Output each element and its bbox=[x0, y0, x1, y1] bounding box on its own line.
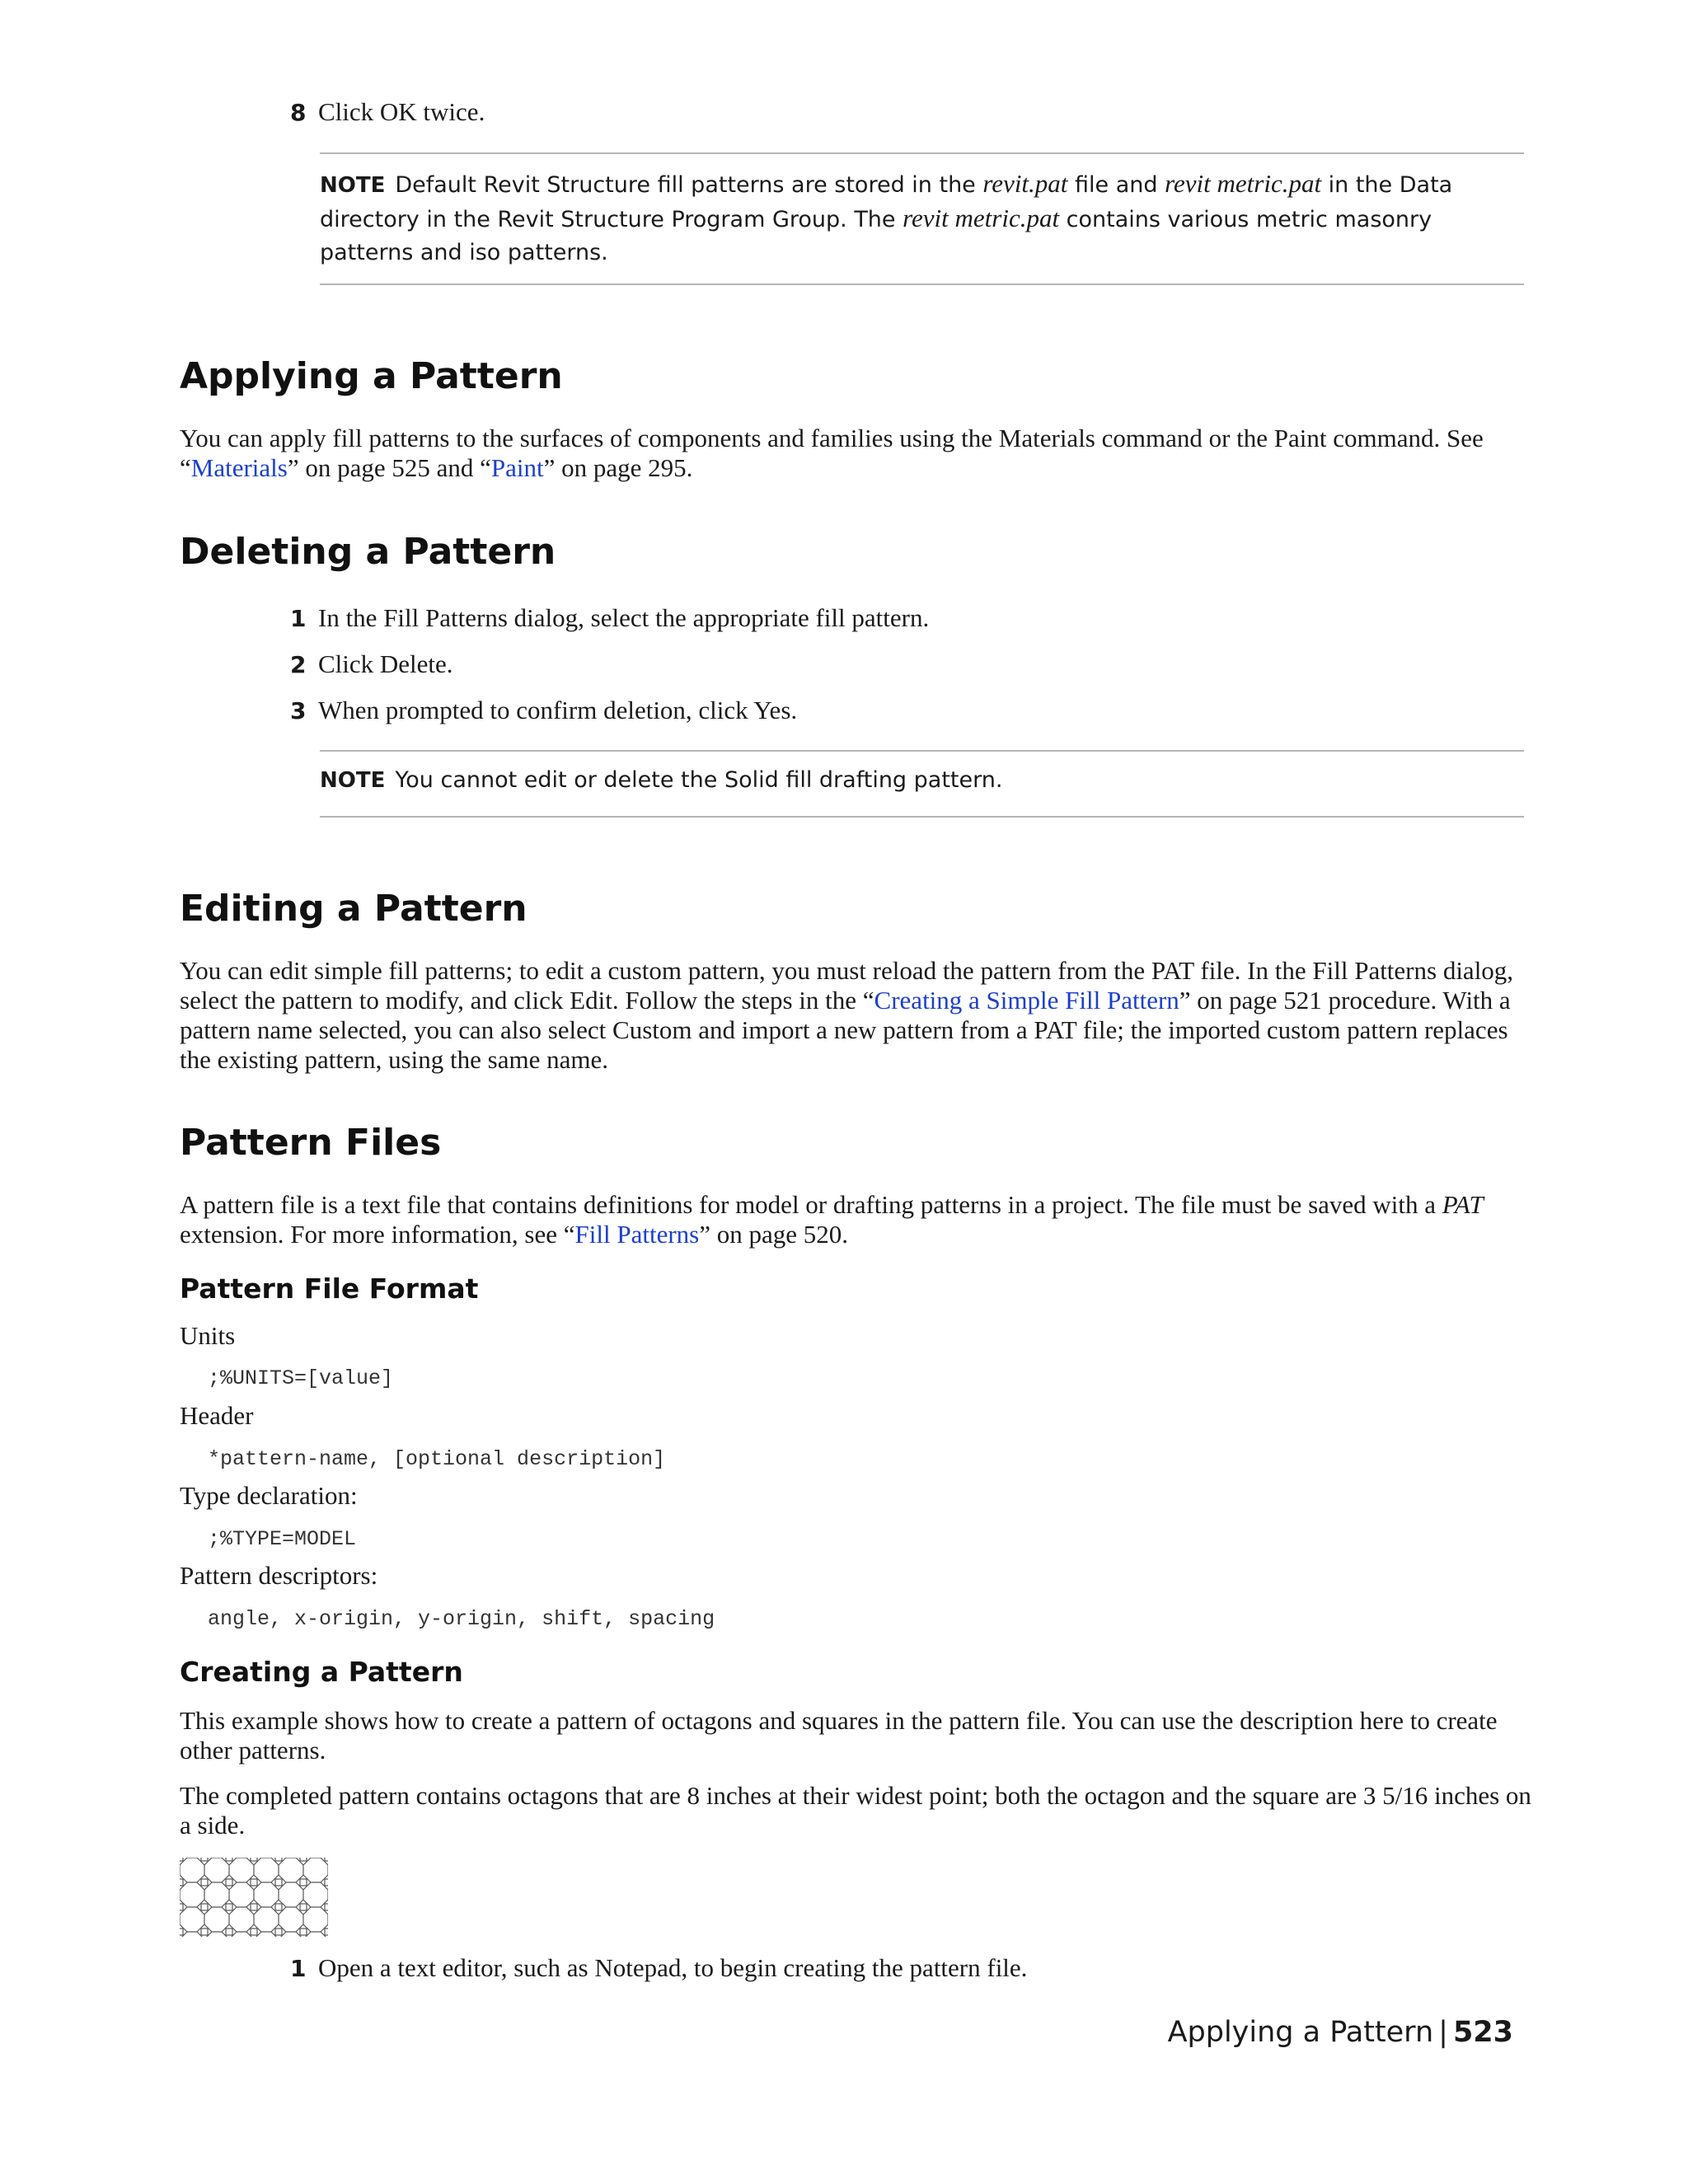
label-type-declaration: Type declaration: bbox=[180, 1481, 358, 1510]
footer-title: Applying a Pattern bbox=[1167, 2016, 1434, 2049]
label-pattern-descriptors: Pattern descriptors: bbox=[180, 1561, 378, 1590]
para-text: ” on page 520. bbox=[699, 1220, 849, 1249]
delete-step-2 bbox=[290, 649, 453, 679]
delete-step-3 bbox=[290, 696, 797, 725]
heading-editing-a-pattern: Editing a Pattern bbox=[180, 888, 528, 930]
heading-pattern-file-format: Pattern File Format bbox=[180, 1272, 479, 1305]
code-header: *pattern-name, [optional description] bbox=[208, 1447, 666, 1471]
note-default-patterns bbox=[320, 167, 1531, 269]
note-text: You cannot edit or delete the Solid fill drafting pattern. bbox=[395, 767, 1003, 793]
page-number: 523 bbox=[1452, 2016, 1513, 2049]
create-step-1 bbox=[290, 1953, 1027, 1983]
para-text: extension. For more information, see “ bbox=[180, 1220, 575, 1249]
step-number: 8 bbox=[290, 99, 307, 126]
note-text: Default Revit Structure fill patterns are stored in the bbox=[395, 172, 983, 198]
step-number: 1 bbox=[290, 1955, 307, 1982]
note-bottom-rule bbox=[320, 816, 1524, 818]
step-8 bbox=[290, 97, 485, 127]
note-top-rule bbox=[320, 152, 1524, 154]
code-descriptors: angle, x-origin, y-origin, shift, spacing bbox=[208, 1607, 715, 1631]
step-number: 2 bbox=[290, 651, 307, 678]
step-text: When prompted to confirm deletion, click Yes. bbox=[318, 696, 798, 724]
para-text: A pattern file is a text file that contains definitions for model or drafting patterns in a project. The file must be saved with a bbox=[180, 1190, 1442, 1219]
link-creating-simple-fill-pattern[interactable]: Creating a Simple Fill Pattern bbox=[874, 986, 1179, 1015]
creating-paragraph-2: The completed pattern contains octagons that are 8 inches at their widest point; both the octagon and the square are 3 5/16 inches on a side. bbox=[180, 1781, 1531, 1840]
footer-separator: | bbox=[1438, 2016, 1448, 2049]
para-text: ” on page 521 procedure. With a pattern name selected, you can also select Custom and import a new pattern from a PAT file; the imported custom pattern replaces the existing pattern, using the same name. bbox=[180, 986, 1511, 1074]
heading-pattern-files: Pattern Files bbox=[180, 1122, 442, 1164]
page-footer bbox=[1168, 2016, 1513, 2049]
para-text: You can edit simple fill patterns; to edit a custom pattern, you must reload the pattern from the PAT file. In the Fill Patterns dialog, select the pattern to modify, and click Edit. Follow the steps in the “ bbox=[180, 956, 1514, 1015]
step-text: In the Fill Patterns dialog, select the appropriate fill pattern. bbox=[318, 603, 930, 632]
note-solid-fill bbox=[320, 764, 1531, 797]
label-units: Units bbox=[180, 1321, 236, 1350]
heading-creating-a-pattern: Creating a Pattern bbox=[180, 1656, 463, 1688]
delete-step-1 bbox=[290, 603, 929, 633]
note-bottom-rule bbox=[320, 284, 1524, 285]
step-text: Click Delete. bbox=[318, 649, 453, 678]
note-text: in the Data directory in the Revit Structure Program Group. The bbox=[320, 172, 1453, 232]
note-label: NOTE bbox=[320, 768, 386, 793]
heading-applying-a-pattern: Applying a Pattern bbox=[180, 355, 563, 397]
heading-deleting-a-pattern: Deleting a Pattern bbox=[180, 531, 556, 573]
octagon-square-pattern-image bbox=[180, 1858, 328, 1937]
code-units: ;%UNITS=[value] bbox=[208, 1366, 394, 1390]
para-text: You can apply fill patterns to the surfaces of components and families using the Materials command or the Paint command. See “ bbox=[180, 424, 1484, 482]
note-text: contains various metric masonry patterns and iso patterns. bbox=[320, 207, 1432, 265]
label-header: Header bbox=[180, 1401, 254, 1430]
note-filename: revit metric.pat bbox=[1165, 169, 1322, 198]
note-top-rule bbox=[320, 750, 1524, 752]
note-text: file and bbox=[1067, 172, 1165, 198]
step-text: Open a text editor, such as Notepad, to begin creating the pattern file. bbox=[318, 1953, 1028, 1982]
link-materials[interactable]: Materials bbox=[190, 453, 288, 482]
step-text: Click OK twice. bbox=[318, 97, 485, 126]
note-filename: revit.pat bbox=[982, 169, 1068, 198]
para-text: ” on page 525 and “ bbox=[287, 453, 491, 482]
note-label: NOTE bbox=[320, 173, 386, 198]
creating-paragraph-1: This example shows how to create a pattern of octagons and squares in the pattern file. You can use the description here to create other patterns. bbox=[180, 1706, 1498, 1765]
step-number: 1 bbox=[290, 605, 307, 632]
para-text: ” on page 295. bbox=[543, 453, 693, 482]
editing-paragraph bbox=[180, 956, 1531, 1075]
pattern-files-paragraph bbox=[180, 1190, 1531, 1249]
link-paint[interactable]: Paint bbox=[490, 453, 544, 482]
step-number: 3 bbox=[290, 697, 307, 724]
applying-paragraph bbox=[180, 424, 1531, 483]
code-type: ;%TYPE=MODEL bbox=[208, 1527, 357, 1551]
extension-text: PAT bbox=[1442, 1190, 1484, 1219]
note-filename: revit metric.pat bbox=[903, 204, 1060, 232]
link-fill-patterns[interactable]: Fill Patterns bbox=[574, 1220, 700, 1249]
